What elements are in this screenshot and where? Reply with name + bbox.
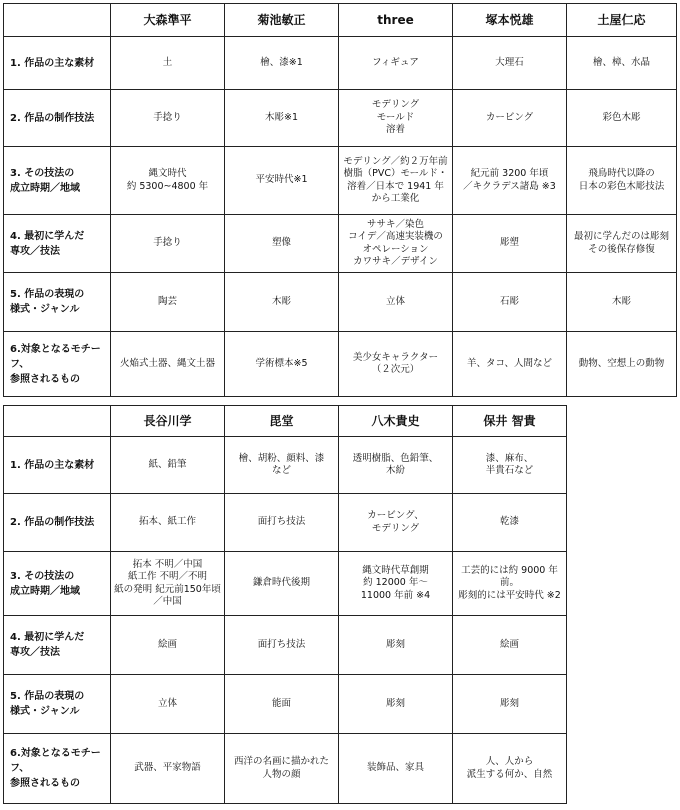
table-cell: 能面 — [225, 675, 339, 734]
table-row — [4, 616, 567, 675]
artist-header: 長谷川学 — [111, 406, 225, 437]
table-cell: 檜、樟、水晶 — [567, 37, 677, 90]
table-cell: モデリング／約２万年前 樹脂（PVC）モールド・ 溶着／日本で 1941 年 から工業化 — [339, 147, 453, 215]
table-cell: 塑像 — [225, 215, 339, 273]
header-row — [4, 406, 567, 437]
table-cell: 木彫※1 — [225, 90, 339, 147]
table-cell: 木彫 — [225, 273, 339, 332]
table-cell: 紙、鉛筆 — [111, 437, 225, 494]
corner-cell — [4, 4, 111, 37]
table-cell: 飛鳥時代以降の 日本の彩色木彫技法 — [567, 147, 677, 215]
table-cell: カービング — [453, 90, 567, 147]
table-cell: 面打ち技法 — [225, 494, 339, 552]
table-row — [4, 552, 567, 616]
row-label: 5. 作品の表現の 様式・ジャンル — [4, 675, 111, 734]
table-cell: 装飾品、家具 — [339, 734, 453, 804]
table-cell: 透明樹脂、色鉛筆、 木紛 — [339, 437, 453, 494]
table-row — [4, 147, 677, 215]
table-cell: 最初に学んだのは彫刻 その後保存修復 — [567, 215, 677, 273]
table-cell: 学術標本※5 — [225, 332, 339, 397]
comparison-table-1 — [3, 3, 677, 397]
artist-header: 毘堂 — [225, 406, 339, 437]
table-row — [4, 437, 567, 494]
table-cell: 彫刻 — [453, 675, 567, 734]
row-label: 4. 最初に学んだ 専攻／技法 — [4, 616, 111, 675]
row-label: 6.対象となるモチーフ、 参照されるもの — [4, 332, 111, 397]
table-cell: 彫塑 — [453, 215, 567, 273]
table-cell: 土 — [111, 37, 225, 90]
table-cell: 拓本、紙工作 — [111, 494, 225, 552]
table-cell: 手捻り — [111, 90, 225, 147]
table-row — [4, 273, 677, 332]
table-cell: 陶芸 — [111, 273, 225, 332]
table-cell: 美少女キャラクター （２次元） — [339, 332, 453, 397]
table-cell: 縄文時代 約 5300~4800 年 — [111, 147, 225, 215]
row-label: 1. 作品の主な素材 — [4, 37, 111, 90]
table-cell: 絵画 — [111, 616, 225, 675]
table-cell: 紀元前 3200 年頃 ／キクラデス諸島 ※3 — [453, 147, 567, 215]
table-cell: 平安時代※1 — [225, 147, 339, 215]
table-cell: 鎌倉時代後期 — [225, 552, 339, 616]
table-row — [4, 37, 677, 90]
table-cell: 縄文時代草創期 約 12000 年～ 11000 年前 ※4 — [339, 552, 453, 616]
table-row — [4, 90, 677, 147]
artist-header: 大森準平 — [111, 4, 225, 37]
row-label: 4. 最初に学んだ 専攻／技法 — [4, 215, 111, 273]
table-cell: 彫刻 — [339, 616, 453, 675]
table-cell: 大理石 — [453, 37, 567, 90]
table-cell: カービング、 モデリング — [339, 494, 453, 552]
table-cell: 乾漆 — [453, 494, 567, 552]
table-cell: 工芸的には約 9000 年前。 彫刻的には平安時代 ※2 — [453, 552, 567, 616]
artist-header: 塚本悦雄 — [453, 4, 567, 37]
table-row — [4, 332, 677, 397]
table-row — [4, 215, 677, 273]
table-cell: フィギュア — [339, 37, 453, 90]
header-row — [4, 4, 677, 37]
table-cell: 人、人から 派生する何か、自然 — [453, 734, 567, 804]
table-cell: 西洋の名画に描かれた 人物の顔 — [225, 734, 339, 804]
row-label: 5. 作品の表現の 様式・ジャンル — [4, 273, 111, 332]
artist-header: 保井 智貴 — [453, 406, 567, 437]
table-row — [4, 494, 567, 552]
row-label: 6.対象となるモチーフ、 参照されるもの — [4, 734, 111, 804]
table-cell: 絵画 — [453, 616, 567, 675]
table-cell: 漆、麻布、 半貴石など — [453, 437, 567, 494]
row-label: 2. 作品の制作技法 — [4, 90, 111, 147]
table-cell: 拓本 不明／中国 紙工作 不明／不明 紙の発明 紀元前150年頃 ／中国 — [111, 552, 225, 616]
table-cell: 檜、漆※1 — [225, 37, 339, 90]
table-row — [4, 675, 567, 734]
row-label: 1. 作品の主な素材 — [4, 437, 111, 494]
row-label: 3. その技法の 成立時期／地域 — [4, 147, 111, 215]
table-cell: ササキ／染色 コイデ／高速実装機の オペレーション カワサキ／デザイン — [339, 215, 453, 273]
table-cell: 彫刻 — [339, 675, 453, 734]
table-cell: 彩色木彫 — [567, 90, 677, 147]
row-label: 2. 作品の制作技法 — [4, 494, 111, 552]
row-label: 3. その技法の 成立時期／地域 — [4, 552, 111, 616]
artist-header: 菊池敏正 — [225, 4, 339, 37]
artist-header: 八木貴史 — [339, 406, 453, 437]
table-row — [4, 734, 567, 804]
table-cell: 火焔式土器、縄文土器 — [111, 332, 225, 397]
table-cell: 石彫 — [453, 273, 567, 332]
corner-cell — [4, 406, 111, 437]
table-cell: 木彫 — [567, 273, 677, 332]
artist-header: 土屋仁応 — [567, 4, 677, 37]
table-cell: 面打ち技法 — [225, 616, 339, 675]
table-cell: 武器、平家物語 — [111, 734, 225, 804]
table-cell: 檜、胡粉、顔料、漆 など — [225, 437, 339, 494]
comparison-table-2 — [3, 405, 567, 804]
artist-header: three — [339, 4, 453, 37]
table-cell: 立体 — [111, 675, 225, 734]
table-cell: 羊、タコ、人間など — [453, 332, 567, 397]
table-cell: 手捻り — [111, 215, 225, 273]
table-cell: 動物、空想上の動物 — [567, 332, 677, 397]
table-cell: 立体 — [339, 273, 453, 332]
table-cell: モデリング モールド 溶着 — [339, 90, 453, 147]
